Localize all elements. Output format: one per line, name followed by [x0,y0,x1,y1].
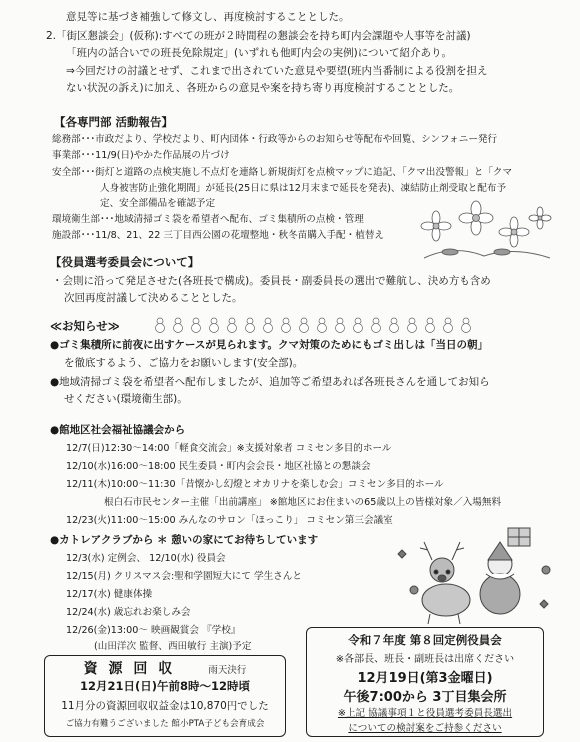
recycle-rain-note: 雨天決行 [208,665,247,676]
welfare-event: 12/11(木)10:00～11:30「昔懐かし幻燈とオカリナを楽しむ会」コミセン多目的ホール [66,479,444,490]
cattleya-event: 12/17(水) 健康体操 [66,589,153,600]
report-line: 定、安全部備品を確認予定 [100,198,216,209]
welfare-event: 12/10(水)16:00～18:00 民生委員・町内会会長・地区社協との懇談会 [66,461,371,472]
election-heading: 【役員選考委員会について】 [50,255,200,269]
welfare-heading: ●館地区社会福祉協議会から [50,424,186,436]
election-line-2: 次回再度討議して決めることとした。 [64,292,243,304]
meeting-date: 12月19日(第3金曜日) [357,671,493,686]
report-line: 安全部･･･街灯と道路の点検実施し不点灯を連絡し新規街灯を点検マップに追記、「クマ出没警報」と「クマ [52,167,513,178]
recycle-date: 12月21日(日)午前8時～12時頃 [79,679,251,693]
notice-bullet-2-line-1: ●地域清掃ゴミ袋を希望者へ配布しましたが、追加等ご希望あれば各班長さんを通してお知ら [50,376,490,388]
flower-illustration-icon [414,200,554,262]
item2-line-4: ない状況の訴え)に加え、各班からの意見や案を持ち寄り再度検討することとした。 [66,82,460,94]
snowman-border-icon [152,316,482,334]
top-line-1: 意見等に基づき補強して修文し、再度検討することとした。 [66,11,350,23]
item2-line-1: 2.「街区懇談会」(仮称):すべての班が２時間程の懇談会を持ち町内会課題や人事等を討議) [46,30,471,42]
meeting-box [306,627,544,737]
cattleya-event: 12/26(金)13:00～ 映画観賞会 『学校』 [66,625,241,636]
recycle-amount: 11月分の資源回収収益金は10,870円でした [61,700,269,712]
notice-bullet-2-line-2: せください(環境衛生部)。 [64,393,188,405]
recycle-box [44,655,286,737]
meeting-title: 令和７年度 第８回定例役員会 [348,633,502,647]
report-line: 事業部･･･11/9(日)やかた作品展の片づけ [52,150,230,161]
report-line: 環境衛生部･･･地域清掃ゴミ袋を希望者へ配布、ゴミ集積所の点検・管理 [52,214,364,225]
meeting-note: ※各部長、班長・副班長は出席ください [335,654,515,665]
cattleya-heading: ●カトレアクラブから ＊ 憩いの家にてお待ちしています [50,534,319,546]
election-line-1: ・会則に沿って発足させた(各班長で構成)。委員長・副委員長の選出で難航し、決め方も含め [52,275,491,287]
report-line: 人身被害防止強化期間」が延長(25日に県は12月末まで延長を発表)、凍結防止剤受取と配布予 [100,183,507,194]
cattleya-event: 12/15(月) クリスマス会:聖和学園短大にて 学生さんと [66,571,302,582]
notice-bullet-1-line-2: を徹底するよう、ご協力をお願いします(安全部)。 [64,357,304,369]
meeting-bring-line-1: ※上記 協議事項１と役員選考委員長選出 [337,708,513,719]
recycle-title: 資 源 回 収 [83,661,176,677]
recycle-thanks: ご協力有難うございました 館小PTA子ども会育成会 [65,719,265,729]
welfare-event: 12/23(火)11:00～15:00 みんなのサロン「ほっこり」 コミセン第三会議室 [66,515,393,526]
welfare-event: 12/7(日)12:30～14:00「軽食交流会」※支援対象者 コミセン多目的ホール [66,443,392,454]
welfare-event-note: 根白石市民センター主催「出前講座」 ※館地区にお住まいの65歳以上の皆様対象／入場無料 [104,497,502,508]
cattleya-event-note: (山田洋次 監督、西田敏行 主演)予定 [94,641,252,652]
meeting-time-place: 午後7:00から 3丁目集会所 [343,690,507,705]
report-line: 施設部･･･11/8、21、22 三丁目西公園の花壇整地・秋冬苗購入手配・植替え [52,230,385,241]
report-line: 総務部･･･市政だより、学校だより、町内団体・行政等からのお知らせ等配布や回覧、シンフォニー発行 [52,134,498,145]
christmas-illustration-icon [396,520,556,625]
item2-line-2: 「班内の話合いでの班長免除規定」(いずれも他町内会の実例)について紹介あり。 [66,47,452,59]
notice-heading: ≪お知らせ≫ [50,319,120,333]
notice-bullet-1-line-1: ●ゴミ集積所に前夜に出すケースが見られます。クマ対策のためにもゴミ出しは「当日の朝」 [50,339,488,351]
cattleya-event: 12/3(水) 定例会、 12/10(水) 役員会 [66,553,226,564]
meeting-bring-line-2: についての検討案をご持参ください [348,723,502,734]
cattleya-event: 12/24(水) 歳忘れお楽しみ会 [66,607,191,618]
item2-line-3: ⇒今回だけの討議とせず、これまで出されていた意見や要望(班内当番制による役割を担え [66,65,488,77]
reports-heading: 【各専門部 活動報告】 [54,115,174,129]
